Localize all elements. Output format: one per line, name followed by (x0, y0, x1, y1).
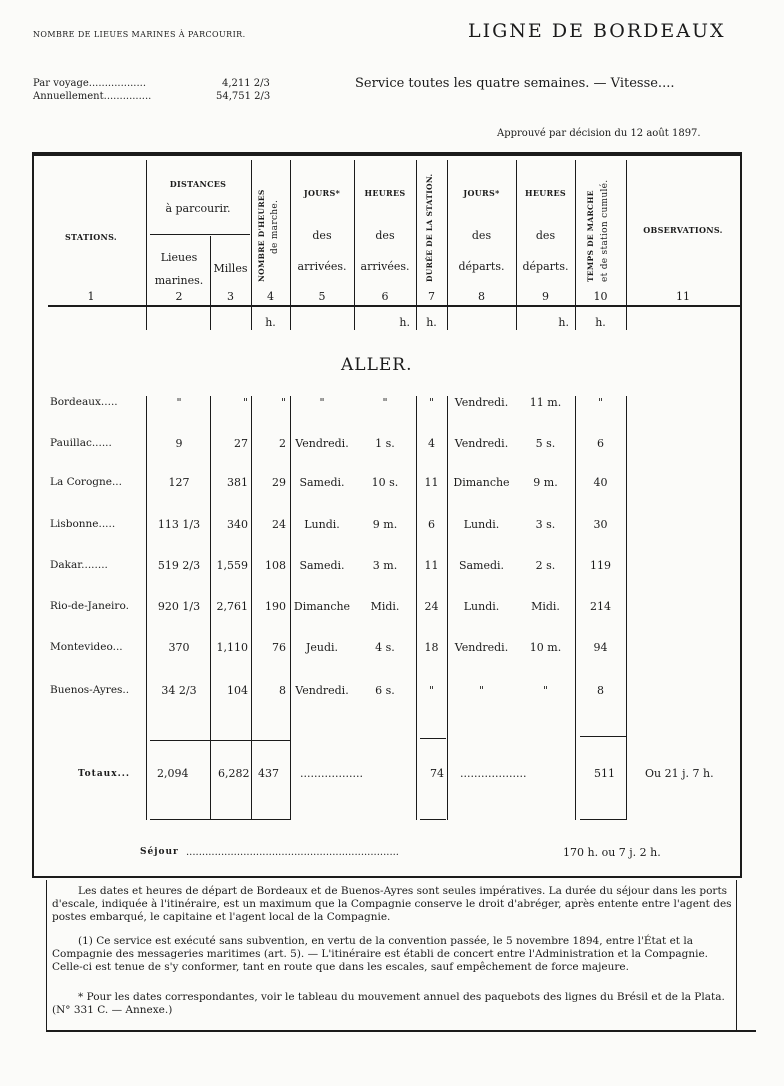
row-heure-arr: Midi. (370, 600, 400, 613)
row-heures: " (280, 396, 286, 409)
row-jour-arr: Lundi. (304, 518, 340, 531)
row-duree: 6 (428, 518, 435, 531)
sum-rule (150, 740, 290, 741)
note-paragraph-1: Les dates et heures de départ de Bordeaux et de Buenos-Ayres sont seules impératives. La durée du séjour dans les ports d'escale, indiquée à l'itinéraire, est un maximum que la Compagnie conserve le droit d'abréger, après entente entre l'agent des postes embarqué, le capitaine et l'agent local de la Compagnie. (52, 885, 732, 923)
col-a-parcourir: à parcourir. (165, 202, 231, 215)
row-jour-arr: Samedi. (299, 476, 345, 489)
col-jours-dep-3: départs. (458, 260, 505, 273)
frame-right (740, 154, 742, 876)
frame-bottom (32, 876, 742, 878)
col-observations: OBSERVATIONS. (643, 225, 723, 235)
total-heures: 437 (258, 767, 279, 780)
note-paragraph-3: * Pour les dates correspondantes, voir le tableau du mouvement annuel des paquebots des lignes du Brésil et de la Plata. (N° 331 C. — Annexe.) (52, 991, 725, 1016)
col-lieues: Lieues (160, 251, 198, 264)
row-milles: " (242, 396, 248, 409)
row-jour-dep: Vendredi. (454, 437, 509, 450)
leagues-heading: NOMBRE DE LIEUES MARINES À PARCOURIR. (33, 30, 246, 39)
row-heure-dep: 3 s. (535, 518, 556, 531)
row-temps: 30 (593, 518, 608, 531)
header-rule (48, 305, 740, 307)
total-duree: 74 (430, 767, 444, 780)
row-jour-arr: Jeudi. (305, 641, 339, 654)
row-heures: 76 (272, 641, 286, 654)
row-heures: 2 (279, 437, 286, 450)
col-num: 7 (428, 290, 435, 303)
row-milles: 381 (227, 476, 248, 489)
row-station: Lisbonne..... (50, 518, 116, 530)
col-jours-arr-2: des (312, 229, 332, 242)
notes-frame-left (46, 880, 47, 1030)
annual-label: Annuellement............... (33, 91, 152, 102)
annual-value: 54,751 2/3 (216, 91, 271, 102)
row-jour-arr: Samedi. (299, 559, 345, 572)
col-num: 6 (381, 290, 389, 303)
row-heure-arr: 4 s. (375, 641, 395, 654)
col-num: 5 (318, 290, 326, 303)
unit-h: h. (558, 316, 569, 329)
col-num: 4 (267, 290, 274, 303)
row-heure-dep: 5 s. (535, 437, 556, 450)
col-heures-marche-1: NOMBRE D'HEURES (257, 189, 266, 282)
row-heure-arr: 3 m. (372, 559, 398, 572)
per-voyage-value: 4,211 2/3 (222, 78, 270, 89)
row-heure-dep: 10 m. (529, 641, 562, 654)
unit-h: h. (399, 316, 410, 329)
row-milles: 104 (227, 684, 248, 697)
service-line: Service toutes les quatre semaines. — Vitesse.... (355, 76, 675, 91)
sum-rule (420, 738, 446, 739)
unit-h: h. (595, 316, 606, 329)
col-jours-arr-3: arrivées. (297, 260, 347, 273)
row-heures: 8 (279, 684, 286, 697)
row-heure-dep: 9 m. (533, 476, 558, 489)
sum-rule (420, 819, 446, 820)
row-lieues: 9 (175, 437, 183, 450)
total-lieues: 2,094 (157, 767, 189, 780)
row-milles: 340 (227, 518, 248, 531)
row-jour-dep: Dimanche (453, 476, 510, 489)
col-heures-dep-1: HEURES (525, 188, 566, 198)
sejour-label: Séjour (140, 847, 179, 857)
row-temps: 94 (593, 641, 608, 654)
row-lieues: 127 (168, 476, 190, 489)
col-heures-dep-3: départs. (522, 260, 569, 273)
col-temps-2: et de station cumulé. (600, 179, 610, 282)
col-heures-dep-2: des (535, 229, 556, 242)
row-station: Dakar........ (50, 559, 108, 571)
col-num: 1 (87, 290, 95, 303)
row-jour-dep: Vendredi. (454, 641, 509, 654)
sep (210, 236, 211, 330)
row-lieues: 34 2/3 (161, 684, 197, 697)
col-num: 9 (542, 290, 549, 303)
row-heure-arr: " (382, 396, 388, 409)
sejour-dots: ................................................................... (186, 847, 399, 858)
row-heures: 190 (265, 600, 286, 613)
row-heure-arr: 9 m. (372, 518, 398, 531)
sejour-value: 170 h. ou 7 j. 2 h. (563, 846, 661, 859)
col-marines: marines. (154, 274, 204, 287)
row-temps: 214 (590, 600, 611, 613)
total-temps: 511 (594, 767, 615, 780)
sep (150, 234, 250, 235)
row-duree: 24 (424, 600, 439, 613)
col-num: 8 (478, 290, 485, 303)
col-heures-arr-2: des (375, 229, 395, 242)
row-duree: 11 (424, 559, 439, 572)
row-duree: " (428, 396, 435, 409)
unit-h: h. (426, 316, 437, 329)
row-jour-arr: Vendredi. (295, 684, 349, 697)
row-heure-dep: " (542, 684, 549, 697)
per-voyage-label: Par voyage.................. (33, 78, 147, 89)
notes-frame-bottom (46, 1030, 756, 1032)
col-jours-arr-1: JOURS* (303, 188, 341, 198)
col-heures-marche-2: de marche. (270, 199, 280, 254)
row-heures: 29 (272, 476, 286, 489)
totals-dots-2: ................... (460, 767, 527, 780)
row-duree: 4 (428, 437, 435, 450)
row-station: Bordeaux..... (50, 396, 118, 408)
col-heures-arr-1: HEURES (364, 188, 406, 198)
row-milles: 2,761 (216, 600, 248, 613)
notes-frame-right (736, 880, 737, 1030)
totals-label: Totaux... (78, 769, 130, 779)
col-duree-station: DURÉE DE LA STATION. (425, 173, 434, 282)
row-heure-dep: Midi. (531, 600, 560, 613)
row-heures: 24 (272, 518, 286, 531)
totals-dots-1: .................. (300, 767, 363, 780)
col-stations: STATIONS. (64, 232, 118, 242)
note-paragraph-2: (1) Ce service est exécuté sans subvention, en vertu de la convention passée, le 5 novembre 1894, entre l'État et la Compagnie des messageries maritimes (art. 5). — L'itinéraire est établi de concert entre l'Administration et la Compagnie. Celle-ci est tenue de s'y conformer, tant en route que dans les escales, sauf empêchement de force majeure. (52, 935, 709, 973)
row-jour-arr: Dimanche (293, 600, 351, 613)
col-heures-arr-3: arrivées. (360, 260, 410, 273)
row-lieues: 920 1/3 (157, 600, 201, 613)
col-jours-dep-2: des (471, 229, 492, 242)
sum-rule (150, 819, 290, 820)
row-jour-arr: Vendredi. (295, 437, 349, 450)
row-heure-arr: 1 s. (375, 437, 395, 450)
col-num: 11 (676, 290, 690, 303)
col-milles: Milles (213, 262, 248, 275)
row-heure-dep: 11 m. (529, 396, 562, 409)
row-milles: 27 (234, 437, 248, 450)
col-distances: DISTANCES (169, 179, 227, 189)
row-temps: 6 (597, 437, 604, 450)
row-temps: 119 (590, 559, 611, 572)
row-station: Montevideo... (50, 641, 123, 653)
table-top-rule (32, 152, 742, 156)
frame-left (32, 154, 34, 876)
row-temps: 8 (597, 684, 604, 697)
sum-rule (580, 736, 626, 737)
row-jour-dep: Lundi. (463, 518, 500, 531)
row-temps: " (597, 396, 604, 409)
page-title: LIGNE DE BORDEAUX (468, 20, 726, 42)
approval-line: Approuvé par décision du 12 août 1897. (497, 128, 701, 139)
unit-h: h. (265, 316, 276, 329)
row-milles: 1,110 (216, 641, 248, 654)
sep (146, 396, 147, 820)
row-station: La Corogne... (50, 476, 122, 488)
row-jour-dep: Vendredi. (454, 396, 509, 409)
row-jour-arr: " (319, 396, 325, 409)
row-station: Rio-de-Janeiro. (50, 600, 129, 612)
row-heure-dep: 2 s. (535, 559, 556, 572)
section-title-aller: ALLER. (341, 355, 413, 375)
row-duree: 18 (424, 641, 439, 654)
row-temps: 40 (593, 476, 608, 489)
col-num: 3 (227, 290, 234, 303)
row-duree: " (428, 684, 435, 697)
col-num: 10 (593, 290, 608, 303)
row-jour-dep: Lundi. (463, 600, 500, 613)
total-observation: Ou 21 j. 7 h. (645, 767, 714, 780)
row-lieues: 519 2/3 (157, 559, 201, 572)
sep (626, 396, 627, 820)
sum-rule (580, 819, 626, 820)
row-heure-arr: 10 s. (371, 476, 399, 489)
row-station: Buenos-Ayres.. (50, 684, 130, 696)
col-temps-1: TEMPS DE MARCHE (586, 190, 595, 282)
total-milles: 6,282 (218, 767, 250, 780)
row-lieues: 113 1/3 (157, 518, 201, 531)
row-heures: 108 (265, 559, 286, 572)
row-jour-dep: Samedi. (458, 559, 505, 572)
row-station: Pauillac...... (50, 437, 112, 449)
row-duree: 11 (424, 476, 439, 489)
row-lieues: 370 (168, 641, 190, 654)
row-lieues: " (176, 396, 182, 409)
row-heure-arr: 6 s. (375, 684, 395, 697)
col-jours-dep-1: JOURS* (463, 188, 500, 198)
col-num: 2 (175, 290, 183, 303)
row-milles: 1,559 (216, 559, 248, 572)
row-jour-dep: " (478, 684, 485, 697)
